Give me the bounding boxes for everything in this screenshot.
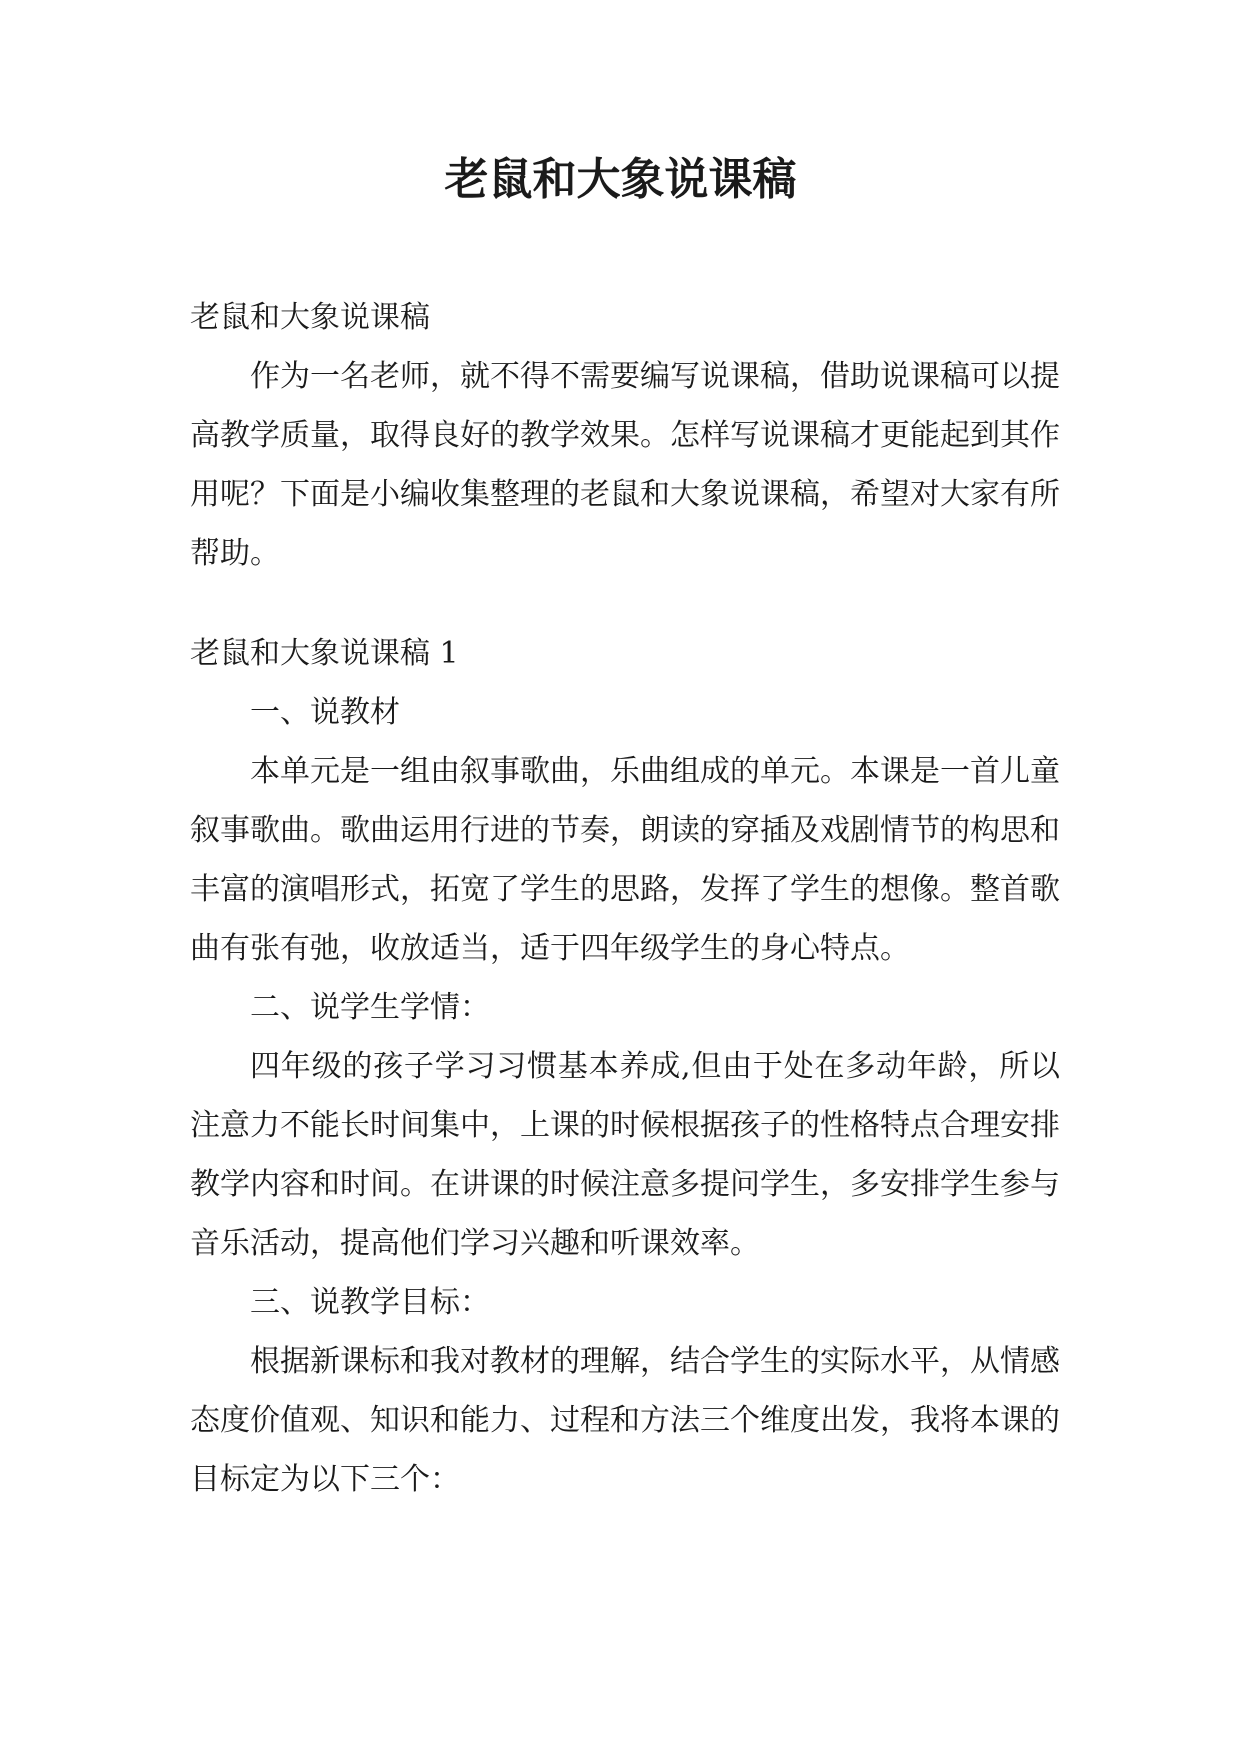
subheading-student-situation: 二、说学生学情： (250, 990, 490, 1025)
paragraph-teaching-goals: 根据新课标和我对教材的理解，结合学生的实际水平，从情感态度价值观、知识和能力、过程和方法三个维度出发，我将本课的目标定为以下三个： (190, 1344, 1060, 1497)
subheading-teaching-goals: 三、说教学目标： (250, 1285, 490, 1320)
paragraph-student-situation: 四年级的孩子学习习惯基本养成,但由于处在多动年龄，所以注意力不能长时间集中，上课的时候根据孩子的性格特点合理安排教学内容和时间。在讲课的时候注意多提问学生，多安排学生参与音乐活动，提高他们学习兴趣和听课效率。 (190, 1049, 1060, 1261)
intro-heading: 老鼠和大象说课稿 (190, 300, 430, 335)
subheading-textbook: 一、说教材 (250, 695, 400, 730)
paragraph-textbook: 本单元是一组由叙事歌曲，乐曲组成的单元。本课是一首儿童叙事歌曲。歌曲运用行进的节奏，朗读的穿插及戏剧情节的构思和丰富的演唱形式，拓宽了学生的思路，发挥了学生的想像。整首歌曲有张有弛，收放适当，适于四年级学生的身心特点。 (190, 754, 1060, 966)
document-body (190, 288, 1060, 1509)
intro-paragraph: 作为一名老师，就不得不需要编写说课稿，借助说课稿可以提高教学质量，取得良好的教学效果。怎样写说课稿才更能起到其作用呢？下面是小编收集整理的老鼠和大象说课稿，希望对大家有所帮助。 (190, 359, 1060, 571)
document-title: 老鼠和大象说课稿 (444, 154, 797, 205)
section-heading-1: 老鼠和大象说课稿 1 (190, 636, 459, 671)
